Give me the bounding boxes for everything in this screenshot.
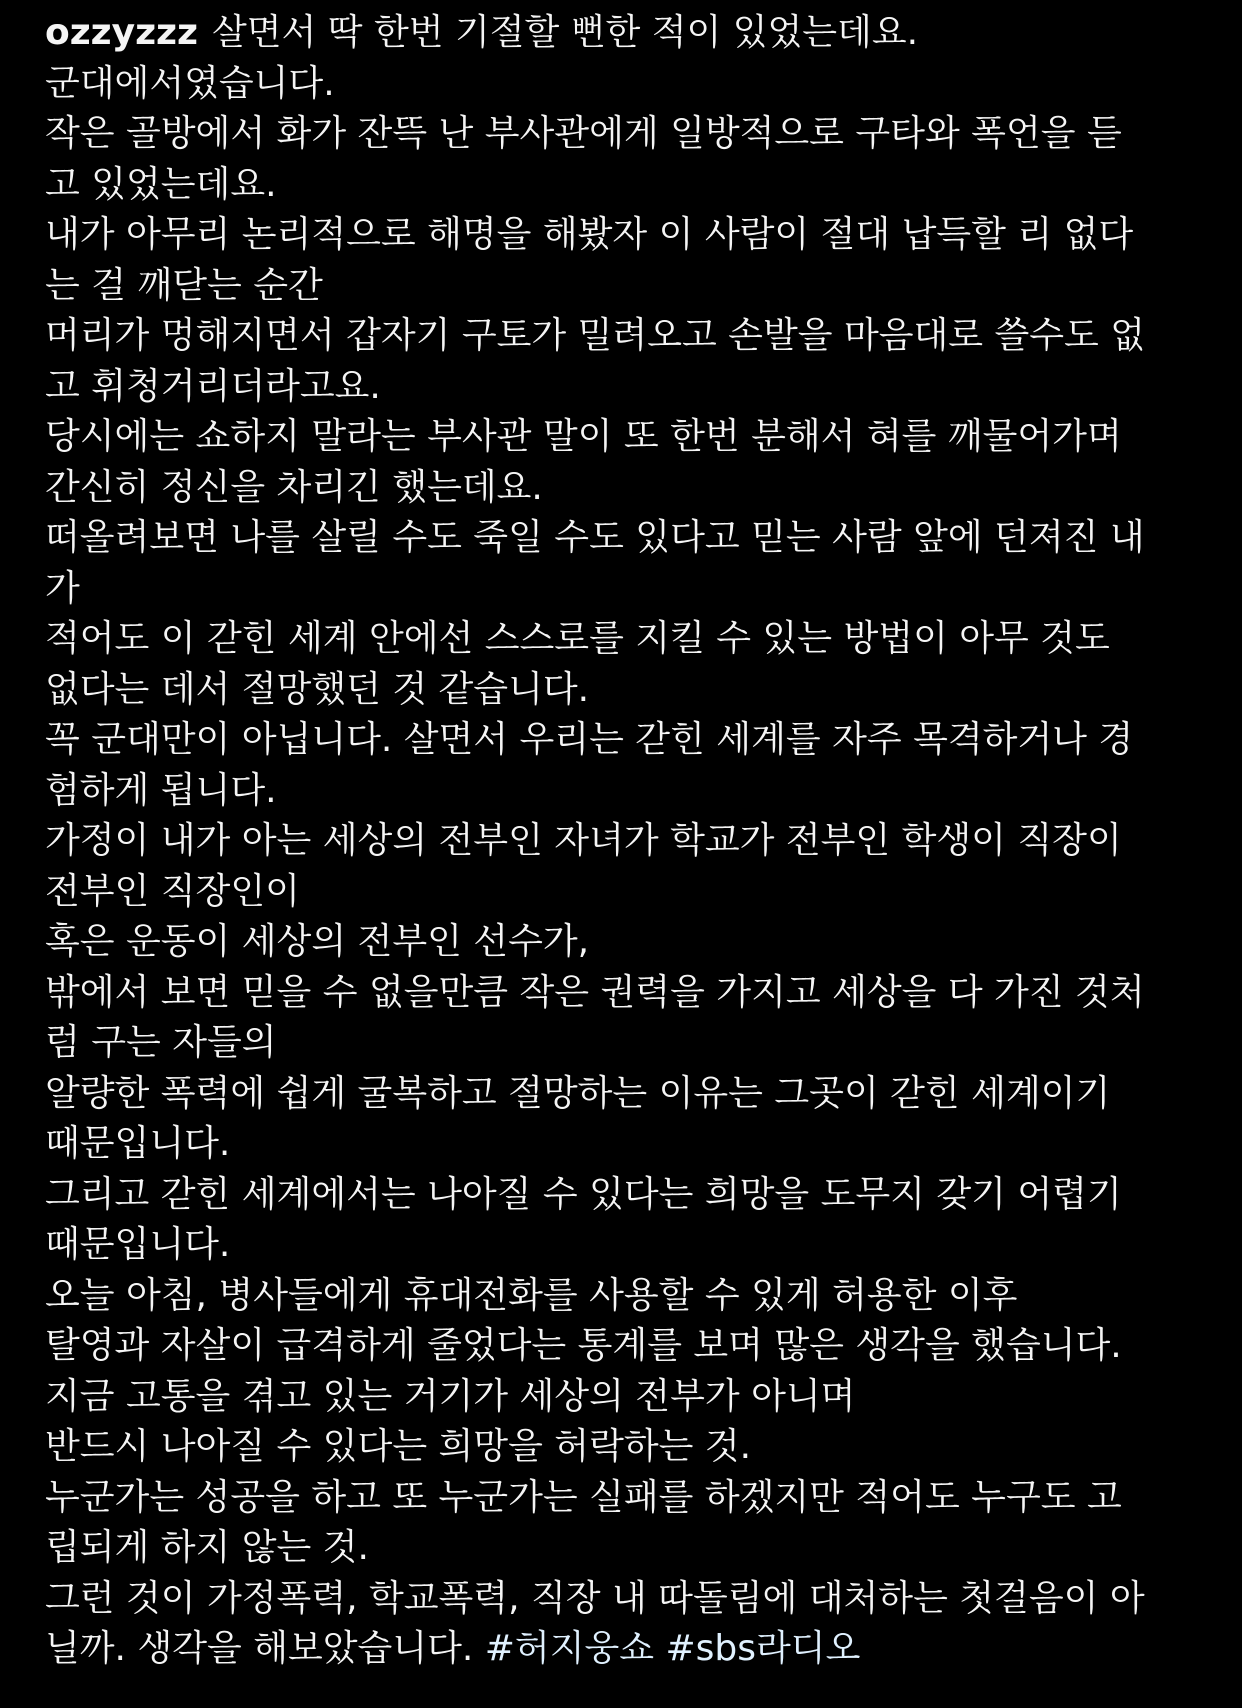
caption-line: 지금 고통을 겪고 있는 거기가 세상의 전부가 아니며 [45, 1375, 856, 1417]
caption-line: 당시에는 쇼하지 말라는 부사관 말이 또 한번 분해서 혀를 깨물어가며 [45, 416, 1122, 457]
caption-line: 립되게 하지 않는 것. [45, 1527, 369, 1568]
caption-line: 험하게 됩니다. [45, 769, 277, 811]
caption-line-1 [45, 8, 1195, 59]
caption-line: 간신히 정신을 차리긴 했는데요. [45, 466, 543, 508]
caption-line: 작은 골방에서 화가 잔뜩 난 부사관에게 일방적으로 구타와 폭언을 듣 [45, 113, 1122, 154]
caption-line: 없다는 데서 절망했던 것 같습니다. [45, 668, 590, 710]
caption-line: 때문입니다. [45, 1224, 231, 1265]
caption-line: 떠올려보면 나를 살릴 수도 죽일 수도 있다고 믿는 사람 앞에 던져진 내 [45, 517, 1145, 558]
caption-line: 그리고 갇힌 세계에서는 나아질 수 있다는 희망을 도무지 갖기 어렵기 [45, 1173, 1122, 1215]
caption-line: 반드시 나아질 수 있다는 희망을 허락하는 것. [45, 1426, 752, 1467]
caption-line: 적어도 이 갇힌 세계 안에선 스스로를 지킬 수 있는 방법이 아무 것도 [45, 618, 1110, 659]
caption-line: 는 걸 깨닫는 순간 [45, 264, 323, 306]
caption-line: 고 휘청거리더라고요. [45, 365, 381, 407]
caption-line: 알량한 폭력에 쉽게 굴복하고 절망하는 이유는 그곳이 갇힌 세계이기 [45, 1072, 1111, 1114]
caption-line: 고 있었는데요. [45, 163, 277, 205]
caption-line: 그런 것이 가정폭력, 학교폭력, 직장 내 따돌림에 대처하는 첫걸음이 아 [45, 1577, 1145, 1619]
caption-line: 혹은 운동이 세상의 전부인 선수가, [45, 921, 590, 962]
caption-line: 꼭 군대만이 아닙니다. 살면서 우리는 갇힌 세계를 자주 목격하거나 경 [45, 719, 1134, 760]
caption-line: 군대에서였습니다. [45, 62, 335, 104]
hashtag-link[interactable]: #허지웅쇼 [484, 1628, 655, 1669]
caption-line: 내가 아무리 논리적으로 해명을 해봤자 이 사람이 절대 납득할 리 없다 [45, 214, 1134, 255]
caption-line: 가 [45, 567, 80, 609]
caption-line: 오늘 아침, 병사들에게 휴대전화를 사용할 수 있게 허용한 이후 [45, 1274, 1018, 1316]
caption-line: 머리가 멍해지면서 갑자기 구토가 밀려오고 손발을 마음대로 쓸수도 없 [45, 315, 1146, 356]
caption-line: 누군가는 성공을 하고 또 누군가는 실패를 하겠지만 적어도 누구도 고 [45, 1476, 1122, 1518]
caption-line: 전부인 직장인이 [45, 870, 300, 912]
username-link[interactable]: ozzyzzz [45, 12, 198, 53]
post-caption [45, 8, 1195, 1675]
caption-line: 가정이 내가 아는 세상의 전부인 자녀가 학교가 전부인 학생이 직장이 [45, 820, 1122, 861]
hashtag-link[interactable]: #sbs라디오 [665, 1628, 861, 1669]
caption-text: 닐까. 생각을 해보았습니다. [45, 1628, 474, 1669]
caption-line: 탈영과 자살이 급격하게 줄었다는 통계를 보며 많은 생각을 했습니다. [45, 1325, 1122, 1366]
caption-line: 럼 구는 자들의 [45, 1022, 277, 1063]
caption-line: 밖에서 보면 믿을 수 없을만큼 작은 권력을 가지고 세상을 다 가진 것처 [45, 971, 1145, 1013]
caption-last-line [45, 1624, 1195, 1675]
caption-text: 살면서 딱 한번 기절할 뻔한 적이 있었는데요. [211, 12, 919, 53]
caption-line: 때문입니다. [45, 1123, 231, 1164]
